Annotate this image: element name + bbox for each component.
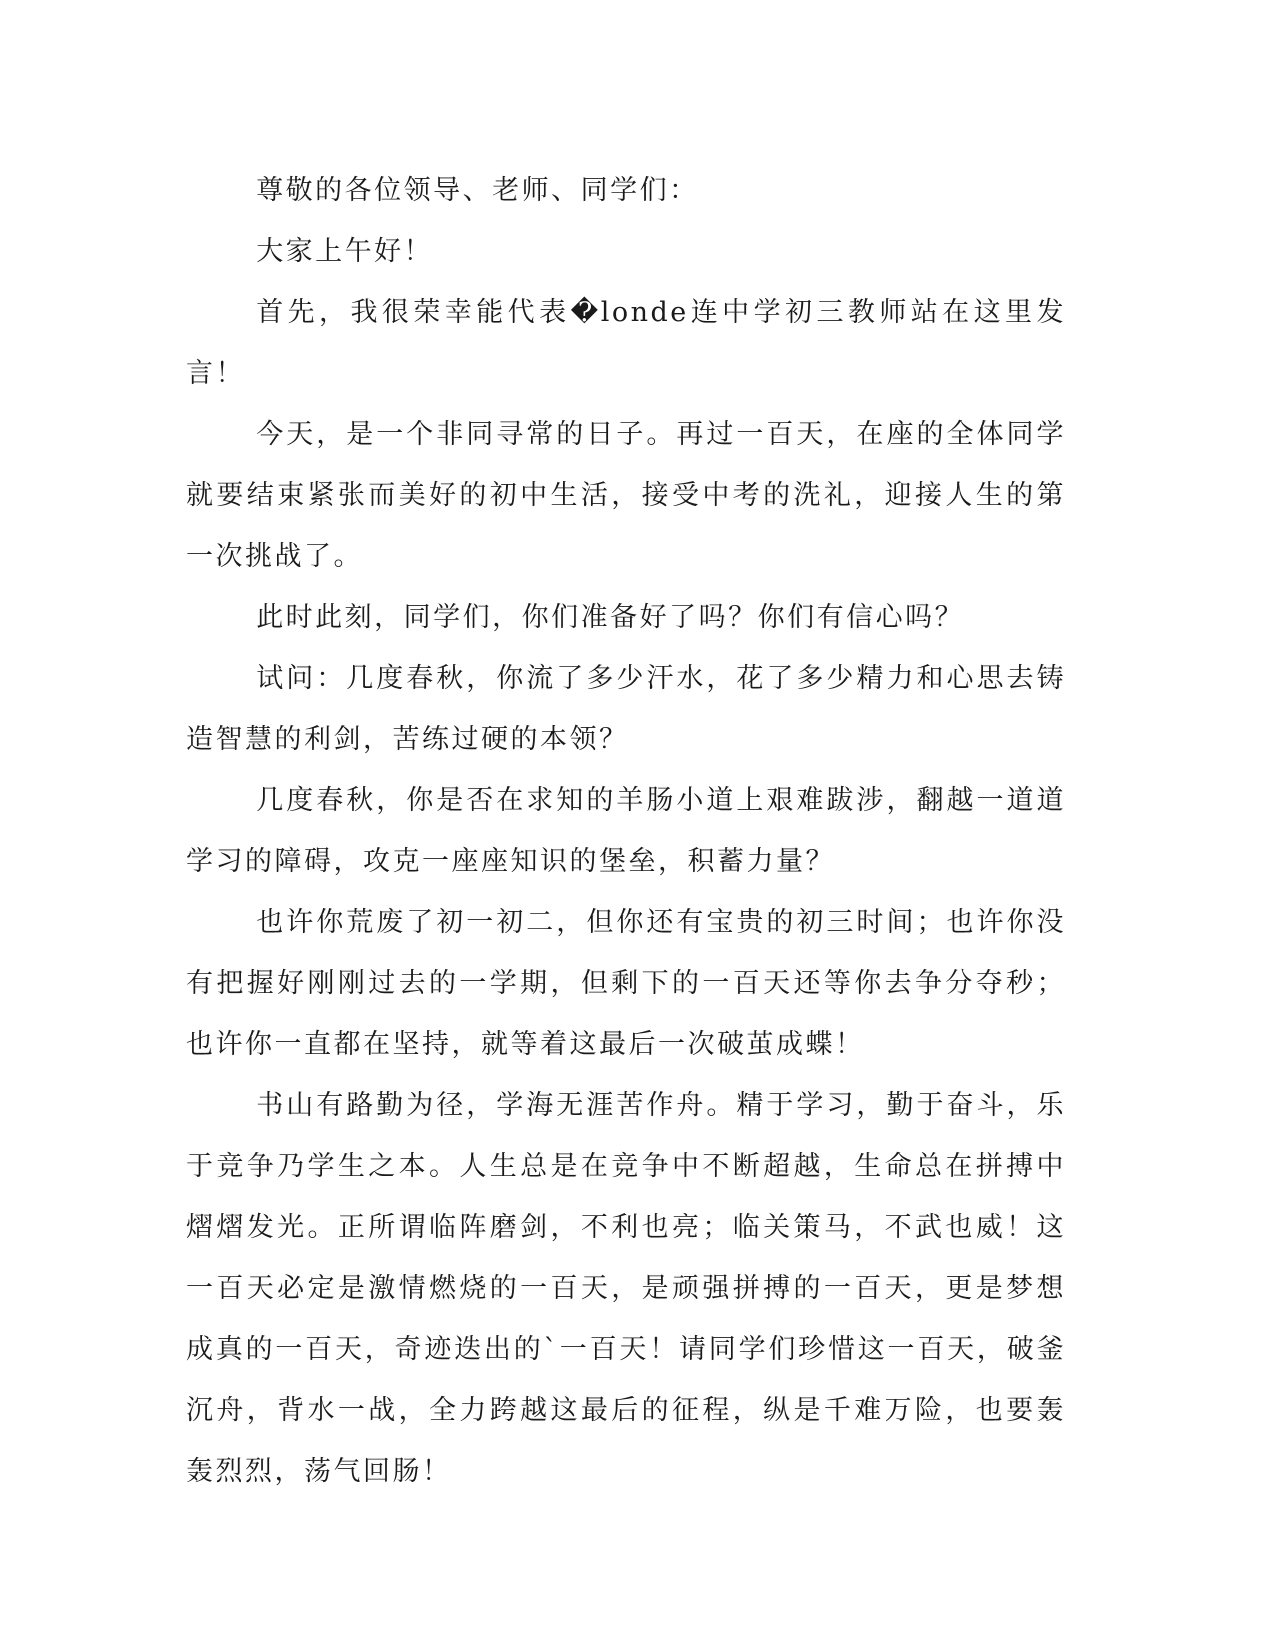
- paragraph: 今天，是一个非同寻常的日子。再过一百天，在座的全体同学就要结束紧张而美好的初中生活，接受中考的洗礼，迎接人生的第一次挑战了。: [186, 419, 1066, 572]
- document-page: [186, 160, 1066, 1502]
- paragraph: 首先，我很荣幸能代表�londe连中学初三教师站在这里发言！: [186, 297, 1066, 389]
- paragraph: 几度春秋，你是否在求知的羊肠小道上艰难跋涉，翻越一道道学习的障碍，攻克一座座知识的堡垒，积蓄力量？: [186, 785, 1066, 877]
- paragraph: 试问：几度春秋，你流了多少汗水，花了多少精力和心思去铸造智慧的利剑，苦练过硬的本领？: [186, 663, 1066, 755]
- paragraph: 也许你荒废了初一初二，但你还有宝贵的初三时间；也许你没有把握好刚刚过去的一学期，但剩下的一百天还等你去争分夺秒；也许你一直都在坚持，就等着这最后一次破茧成蝶！: [186, 907, 1066, 1060]
- paragraph: 此时此刻，同学们，你们准备好了吗？你们有信心吗？: [256, 602, 965, 633]
- paragraph: 书山有路勤为径，学海无涯苦作舟。精于学习，勤于奋斗，乐于竞争乃学生之本。人生总是在竞争中不断超越，生命总在拼搏中熠熠发光。正所谓临阵磨剑，不利也亮；临关策马，不武也威！这一百天必定是激情燃烧的一百天，是顽强拼搏的一百天，更是梦想成真的一百天，奇迹迭出的`一百天！请同学们珍惜这一百天，破釜沉舟，背水一战，全力跨越这最后的征程，纵是千难万险，也要轰轰烈烈，荡气回肠！: [186, 1090, 1066, 1487]
- salutation: 尊敬的各位领导、老师、同学们：: [256, 175, 699, 206]
- greeting: 大家上午好！: [256, 236, 434, 267]
